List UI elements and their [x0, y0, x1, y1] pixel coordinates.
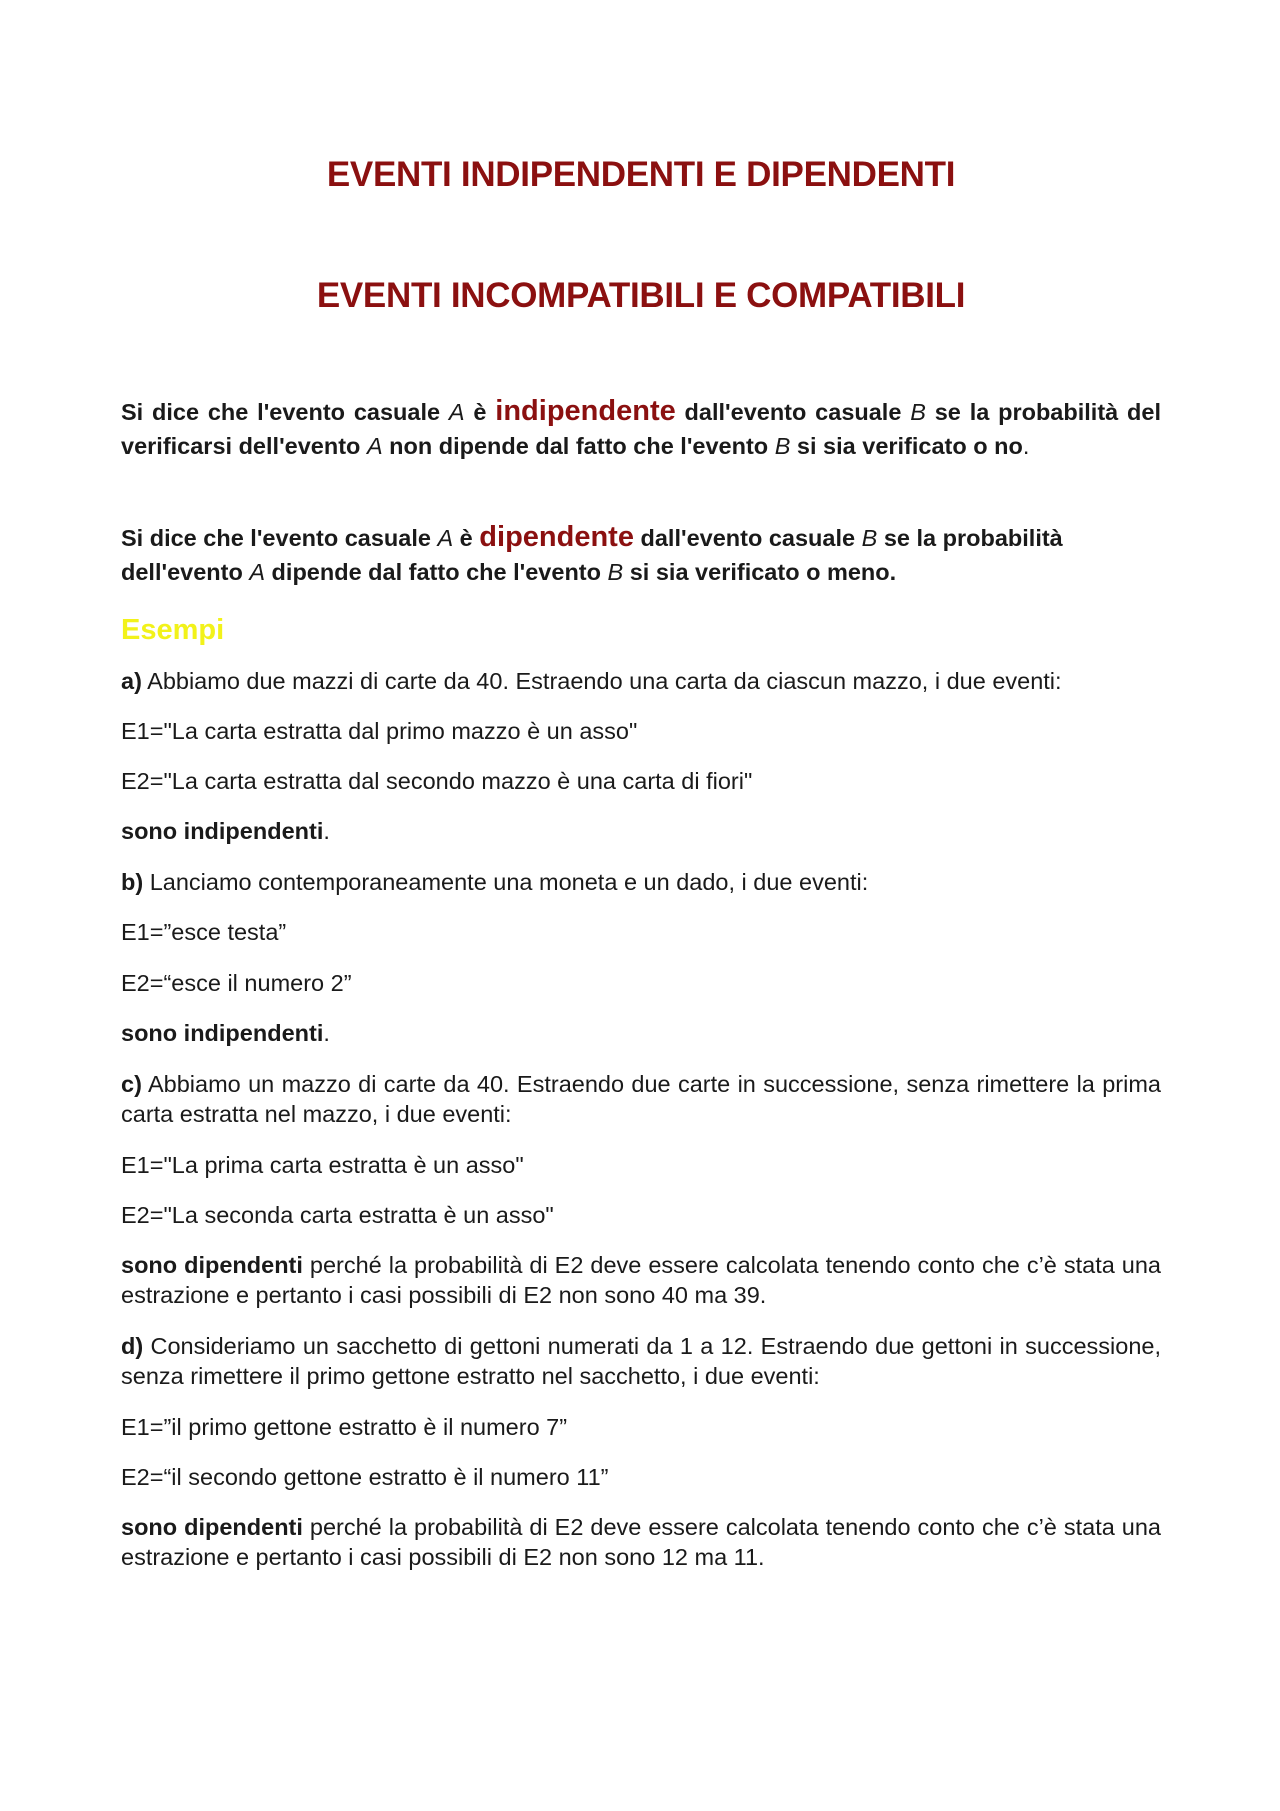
definition-independent: Si dice che l'evento casuale A è indipendente dall'evento casuale B se la probabilità del verificarsi dell'evento A non dipende dal fatto che l'evento B si sia verificato o no.	[121, 395, 1161, 459]
keyword-independent: indipendente	[495, 395, 676, 427]
example-b-conclusion: sono indipendenti.	[121, 1020, 330, 1046]
example-c-event-1: E1="La prima carta estratta è un asso"	[121, 1152, 524, 1178]
example-d-intro: d) Consideriamo un sacchetto di gettoni numerati da 1 a 12. Estraendo due gettoni in successione, senza rimettere il primo gettone estratto nel sacchetto, i due eventi:	[121, 1333, 1161, 1389]
example-b-event-2: E2=“esce il numero 2”	[121, 970, 352, 996]
example-a-conclusion: sono indipendenti.	[121, 818, 330, 844]
secondary-title: EVENTI INCOMPATIBILI E COMPATIBILI	[316, 276, 966, 315]
example-d-conclusion: sono dipendenti perché la probabilità di E2 deve essere calcolata tenendo conto che c’è stata una estrazione e pertanto i casi possibili di E2 non sono 12 ma 11.	[121, 1514, 1161, 1570]
main-title: EVENTI INDIPENDENTI E DIPENDENTI	[326, 155, 956, 194]
example-d-event-2: E2=“il secondo gettone estratto è il numero 11”	[121, 1464, 609, 1490]
example-a-event-2: E2="La carta estratta dal secondo mazzo è una carta di fiori"	[121, 768, 753, 794]
example-c-intro: c) Abbiamo un mazzo di carte da 40. Estraendo due carte in successione, senza rimettere la prima carta estratta nel mazzo, i due eventi:	[121, 1071, 1161, 1127]
example-b-event-1: E1=”esce testa”	[121, 919, 287, 945]
example-c-conclusion: sono dipendenti perché la probabilità di E2 deve essere calcolata tenendo conto che c’è stata una estrazione e pertanto i casi possibili di E2 non sono 40 ma 39.	[121, 1252, 1161, 1308]
definition-dependent: Si dice che l'evento casuale A è dipendente dall'evento casuale B se la probabilità dell'evento A dipende dal fatto che l'evento B si sia verificato o meno.	[121, 521, 1063, 585]
examples-heading: Esempi	[121, 614, 225, 646]
example-a-event-1: E1="La carta estratta dal primo mazzo è un asso"	[121, 718, 638, 744]
example-d-event-1: E1=”il primo gettone estratto è il numero 7”	[121, 1414, 568, 1440]
example-b-intro: b) Lanciamo contemporaneamente una moneta e un dado, i due eventi:	[121, 869, 869, 895]
keyword-dependent: dipendente	[479, 521, 634, 553]
example-c-event-2: E2="La seconda carta estratta è un asso"	[121, 1202, 554, 1228]
example-a-intro: a) Abbiamo due mazzi di carte da 40. Estraendo una carta da ciascun mazzo, i due eventi:	[121, 668, 1062, 694]
